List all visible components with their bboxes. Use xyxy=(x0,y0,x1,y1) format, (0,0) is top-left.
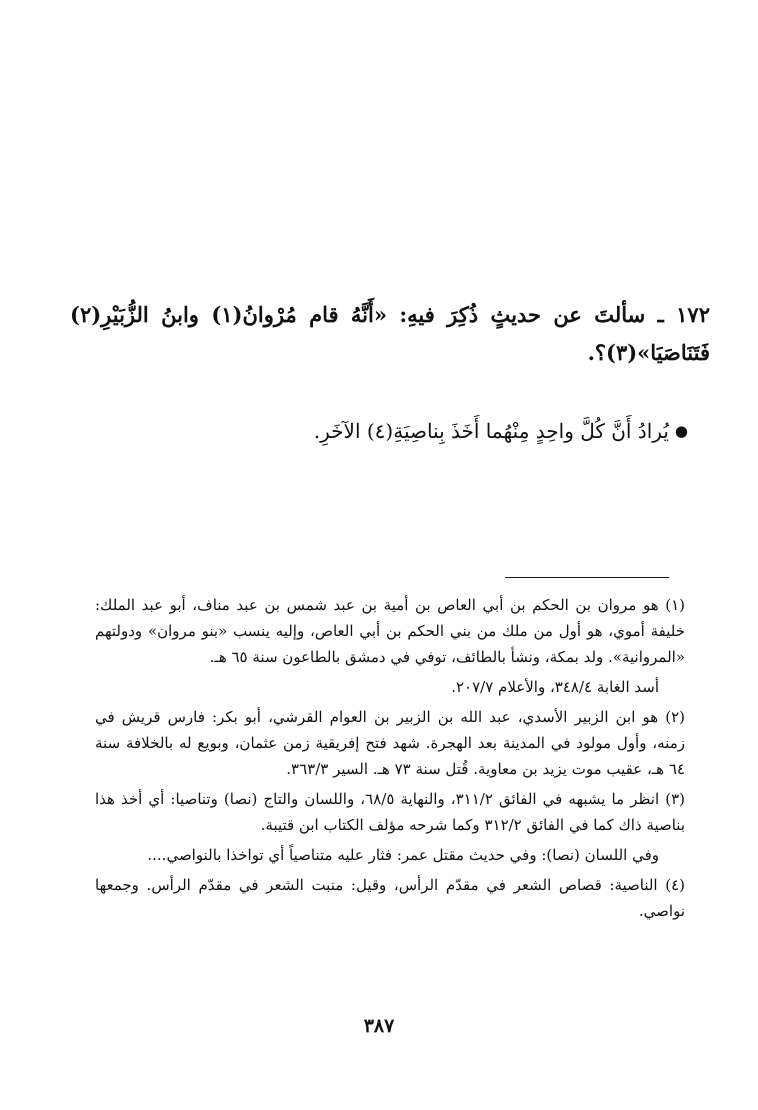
footnote-4: (٤) الناصية: قصاص الشعر في مقدّم الرأس، وقيل: منبت الشعر في مقدّم الرأس. وجمعها نواصي. xyxy=(95,876,685,920)
entry-explanation xyxy=(250,416,688,446)
footnote-separator xyxy=(505,577,669,578)
footnote-1-source: أسد الغابة ٣٤٨/٤، والأعلام ٢٠٧/٧. xyxy=(451,678,659,696)
bullet-icon: ● xyxy=(674,422,688,440)
footnotes xyxy=(95,592,685,928)
footnote-2: (٢) هو ابن الزبير الأسدي، عبد الله بن الزبير بن العوام القرشي، أبو بكر: فارس قريش في زمنه، وأول مولود في المدينة بعد الهجرة. شهد فتح إفريقية زمن عثمان، وبويع له بالخلافة سنة ٦٤ هـ، عقيب موت يزيد بن معاوية. قُتل سنة ٧٣ هـ. السير ٣٦٣/٣. xyxy=(95,708,685,778)
page-number: ٣٨٧ xyxy=(363,1015,395,1037)
footnote-3: (٣) انظر ما يشبهه في الفائق ٣١١/٢، والنهاية ٦٨/٥، واللسان والتاج (نصا) وتناصيا: أي أخذ هذا بناصية ذاك كما في الفائق ٣١٢/٢ وكما شرحه مؤلف الكتاب ابن قتيبة. xyxy=(95,790,686,834)
footnote-1: (١) هو مروان بن الحكم بن أبي العاص بن أمية بن عبد شمس بن عبد مناف، أبو عبد الملك: خليفة أموي، هو أول من ملك من بني الحكم بن أبي العاص، وإليه ينسب «بنو مروان» ودولتهم «المروانية». ولد بمكة، ونشأ بالطائف، توفي في دمشق بالطاعون سنة ٦٥ هـ. xyxy=(95,596,685,666)
explanation-text: يُرادُ أَنَّ كُلَّ واحِدٍ مِنْهُما أَخَذَ بِناصِيَةِ(٤) الآخَرِ. xyxy=(313,419,669,443)
entry-question: ١٧٢ ـ سألتَ عن حديثٍ ذُكِرَ فيهِ: «أَنَّهُ قام مُرْوانُ(١) وابنُ الزُّبَيْرِ(٢) فَتَنَاصَيَا»(٣)؟. xyxy=(70,302,710,365)
footnote-3-continuation: وفي اللسان (نصا): وفي حديث مقتل عمر: فثار عليه متناصياً أي تواخذا بالنواصي.... xyxy=(147,846,659,864)
